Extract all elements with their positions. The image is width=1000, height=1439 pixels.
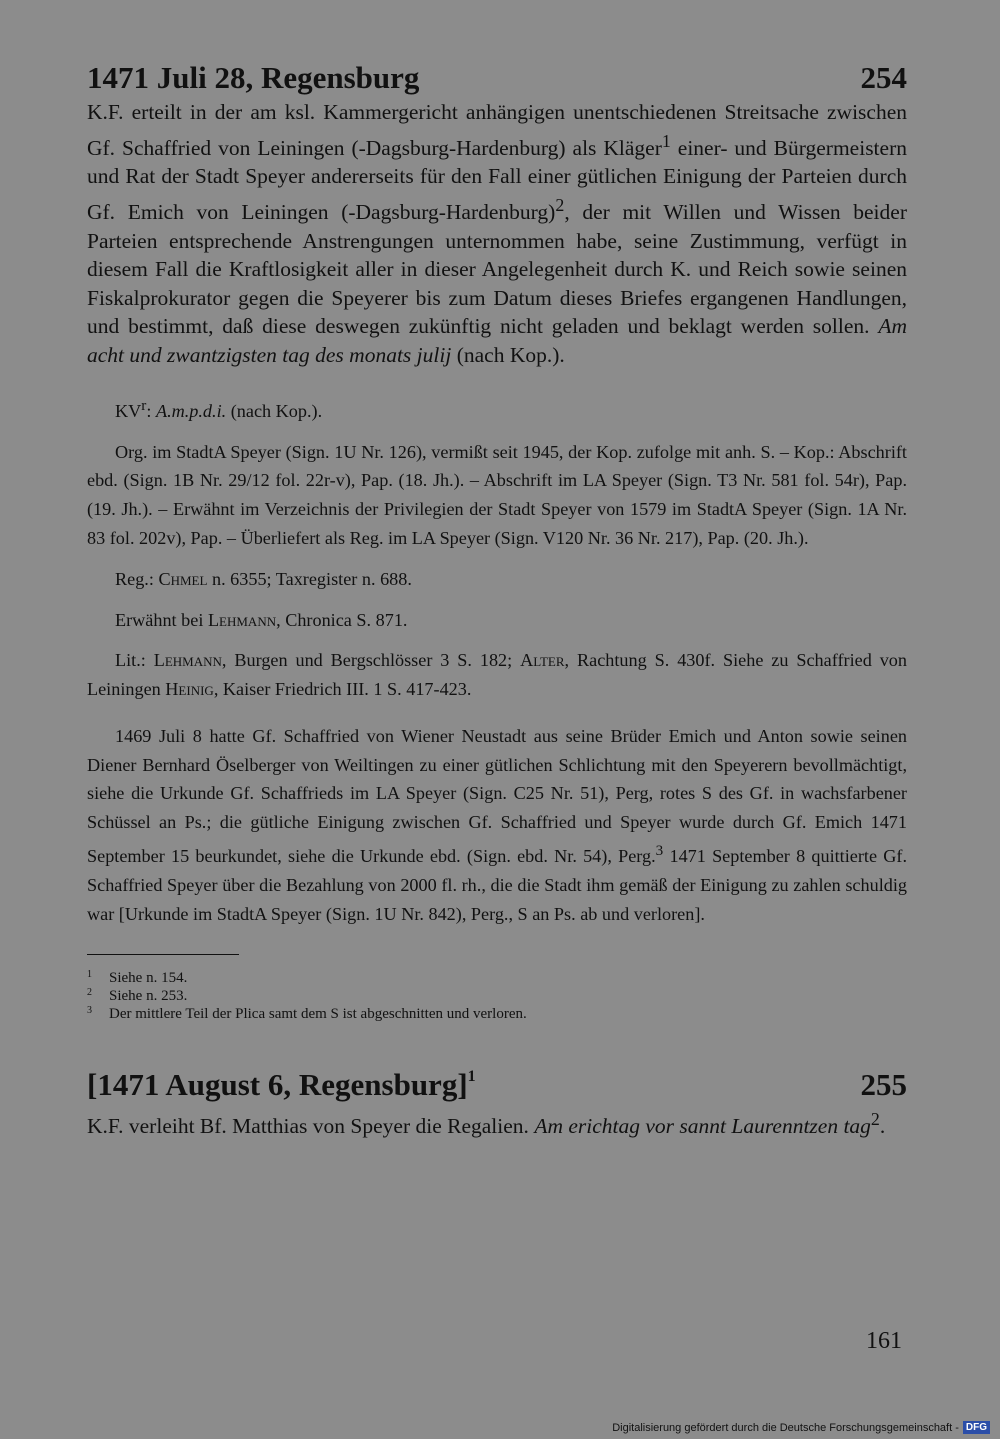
kv-colon: : [146, 400, 156, 421]
erw-tail: , Chronica S. 871. [276, 609, 408, 630]
footer-text: Digitalisierung gefördert durch die Deutsche Forschungsgemeinschaft - [612, 1421, 959, 1434]
original-note: Org. im StadtA Speyer (Sign. 1U Nr. 126), vermißt seit 1945, der Kop. zufolge mit anh. S. – Kop.: Abschrift ebd. (Sign. 1B Nr. 29/12 fol. 22r-v), Pap. (18. Jh.). – Abschrift im LA Speyer (Sign. T3 Nr. 581 fol. 54r), Pap. (19. Jh.). – Erwähnt im Verzeichnis der Privilegien der Stadt Speyer von 1579 im StadtA Speyer (Sign. 1A Nr. 83 fol. 202v), Pap. – Überliefert als Reg. im LA Speyer (Sign. V120 Nr. 36 Nr. 217), Pap. (20. Jh.). [87, 441, 907, 548]
entry-title [87, 1057, 476, 1105]
literature-note [87, 646, 907, 704]
summary-quote: Am acht und zwantzigsten tag des monats julij [87, 314, 907, 368]
lit-prefix: Lit.: [115, 650, 154, 671]
footnote [87, 987, 907, 1005]
footnote-number: 3 [87, 1004, 92, 1016]
kv-note [87, 392, 907, 426]
entry-notes [87, 392, 907, 929]
reg-tail: n. 6355; Taxregister n. 688. [207, 568, 412, 589]
lit-author: Heinig [165, 679, 214, 700]
footnote-ref: 2 [870, 1108, 880, 1129]
footnote-divider [87, 954, 239, 955]
summary-text: K.F. verleiht Bf. Matthias von Speyer die Regalien. [87, 1113, 535, 1138]
footnote [87, 969, 907, 987]
lit-text: , Kaiser Friedrich III. 1 S. 417-423. [213, 679, 472, 700]
footnote-ref: 2 [555, 194, 565, 215]
reg-prefix: Reg.: [115, 568, 159, 589]
summary-tail: (nach Kop.). [451, 343, 565, 368]
kv-sup: r [141, 396, 147, 414]
reg-author: Chmel [158, 568, 208, 589]
footnote-number: 2 [87, 986, 92, 998]
entry-summary [87, 1105, 907, 1141]
entry-number: 254 [860, 60, 907, 95]
summary-text: K.F. erteilt in der am ksl. Kammergericht anhängigen unentschiedenen Streitsache zwischen Gf. Schaffried von Leiningen (-Dagsburg-Hardenburg) als Kläger [87, 100, 907, 160]
footnote-ref: 1 [467, 1067, 476, 1085]
lit-author: Alter [520, 650, 565, 671]
kv-quote: A.m.p.d.i. [155, 400, 227, 421]
kv-tail: (nach Kop.). [226, 400, 323, 421]
kv-label: KV [115, 400, 142, 421]
footnote-text: Siehe n. 154. [109, 969, 188, 986]
footnote-text: Siehe n. 253. [109, 987, 188, 1004]
erw-prefix: Erwähnt bei [115, 609, 208, 630]
entry-summary [87, 98, 907, 370]
lit-text: , Rachtung S. 430f. Siehe zu Schaffried von Leiningen [87, 650, 907, 700]
footnote-ref: 1 [661, 130, 671, 151]
summary-tail: . [879, 1113, 886, 1138]
document-page [87, 58, 907, 1140]
footnote [87, 1005, 907, 1023]
commentary-text: 1471 September 8 quittierte Gf. Schaffried Speyer über die Bezahlung von 2000 fl. rh., die die Stadt ihm gemäß der Einigung zu zahlen schuldig war [Urkunde im StadtA Speyer (Sign. 1U Nr. 842), Perg., S an Ps. ab und verloren]. [87, 846, 908, 924]
entry-number: 255 [860, 1066, 907, 1102]
summary-quote: Am erichtag vor sannt Laurenntzen tag [534, 1113, 871, 1138]
page-number: 161 [866, 1328, 902, 1354]
entry-title: 1471 Juli 28, Regensburg [87, 60, 420, 95]
dfg-logo: DFG [963, 1421, 990, 1434]
mention-note [87, 606, 907, 635]
summary-text: einer- und Bürgermeistern und Rat der Stadt Speyer andererseits für den Fall einer gütlichen Einigung der Parteien durch Gf. Emich von Leiningen (-Dagsburg-Hardenburg) [87, 135, 907, 225]
funding-footer [612, 1421, 990, 1434]
footnotes [87, 969, 907, 1023]
entry-title-text: [1471 August 6, Regensburg] [87, 1066, 468, 1102]
summary-text: , der mit Willen und Wissen beider Parteien entsprechende Anstrengungen unternommen habe, seine Zustimmung, verfügt in diesem Fall die Kraftlosigkeit aller in dieser Angelegenheit durch K. und Reich sowie seinen Fiskalprokurator gegen die Speyerer bis zum Datum dieses Briefes ergangenen Handlungen, und bestimmt, daß diese deswegen zukünftig nicht geladen und beklagt werden sollen. [87, 200, 907, 339]
lit-author: Lehmann [153, 650, 222, 671]
commentary-note [87, 722, 907, 929]
regest-note [87, 565, 907, 594]
lit-text: , Burgen und Bergschlösser 3 S. 182; [221, 650, 521, 671]
footnote-number: 1 [87, 968, 92, 980]
erw-author: Lehmann [207, 609, 277, 630]
footnote-text: Der mittlere Teil der Plica samt dem S ist abgeschnitten und verloren. [109, 1005, 527, 1022]
entry-heading-254 [87, 58, 907, 98]
entry-heading-255 [87, 1057, 907, 1105]
footnote-ref: 3 [655, 842, 664, 860]
commentary-text: 1469 Juli 8 hatte Gf. Schaffried von Wiener Neustadt aus seine Brüder Emich und Anton sowie seinen Diener Bernhard Öselberger von Weiltingen zu einer gütlichen Schlichtung mit den Speyerern bevollmächtigt, siehe die Urkunde Gf. Schaffrieds im LA Speyer (Sign. C25 Nr. 51), Perg, rotes S des Gf. in wachsfarbener Schüssel an Ps.; die gütliche Einigung zwischen Gf. Schaffried und Speyer wurde durch Gf. Emich 1471 September 15 beurkundet, siehe die Urkunde ebd. (Sign. ebd. Nr. 54), Perg. [87, 725, 907, 867]
